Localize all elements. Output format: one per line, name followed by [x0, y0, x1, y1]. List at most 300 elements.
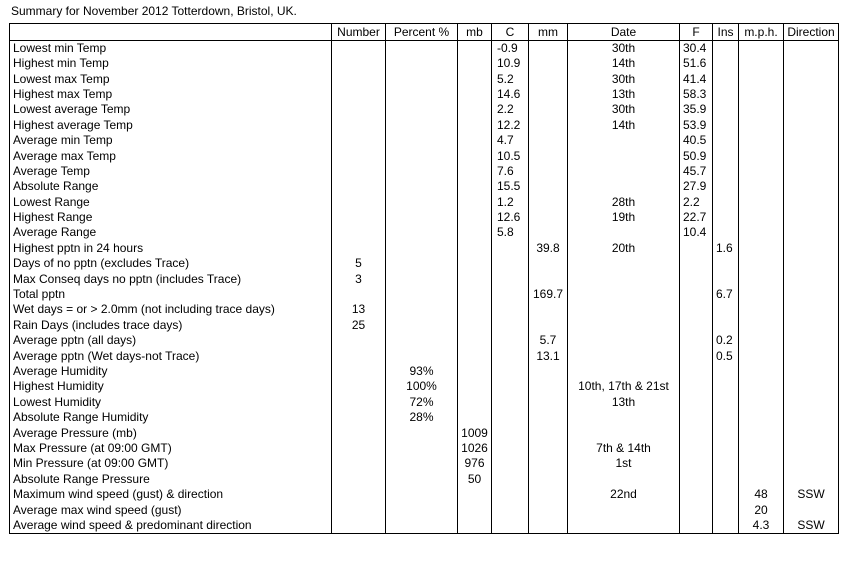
table-row — [10, 410, 839, 425]
table-row — [10, 195, 839, 210]
date-cell — [568, 164, 680, 179]
table-body — [10, 41, 839, 534]
c-cell — [492, 333, 529, 348]
date-cell — [568, 287, 680, 302]
summary-table — [9, 23, 839, 534]
mb-cell — [458, 518, 492, 534]
percent-cell: 28% — [386, 410, 458, 425]
direction-cell — [784, 118, 839, 133]
ins-cell — [713, 195, 739, 210]
mm-cell — [529, 133, 568, 148]
row-label: Highest Humidity — [10, 379, 332, 394]
ins-cell: 0.5 — [713, 348, 739, 363]
f-cell — [680, 472, 713, 487]
mb-cell — [458, 241, 492, 256]
date-cell: 13th — [568, 395, 680, 410]
mph-cell — [739, 118, 784, 133]
table-row — [10, 348, 839, 363]
direction-cell — [784, 71, 839, 86]
direction-cell — [784, 148, 839, 163]
direction-cell — [784, 164, 839, 179]
mph-cell — [739, 287, 784, 302]
mm-cell — [529, 318, 568, 333]
number-cell — [332, 195, 386, 210]
date-cell — [568, 179, 680, 194]
mb-cell — [458, 487, 492, 502]
mph-cell — [739, 410, 784, 425]
mb-cell — [458, 271, 492, 286]
mb-cell — [458, 256, 492, 271]
mb-cell — [458, 379, 492, 394]
direction-cell — [784, 318, 839, 333]
row-label: Highest max Temp — [10, 87, 332, 102]
number-cell — [332, 472, 386, 487]
number-cell — [332, 210, 386, 225]
c-cell — [492, 256, 529, 271]
mm-cell — [529, 425, 568, 440]
f-cell — [680, 502, 713, 517]
mph-cell — [739, 164, 784, 179]
mm-cell — [529, 364, 568, 379]
c-cell: 7.6 — [492, 164, 529, 179]
row-label: Average max Temp — [10, 148, 332, 163]
row-label: Average Humidity — [10, 364, 332, 379]
f-cell — [680, 302, 713, 317]
number-cell — [332, 364, 386, 379]
mb-cell: 50 — [458, 472, 492, 487]
f-cell — [680, 425, 713, 440]
table-row — [10, 425, 839, 440]
f-cell — [680, 395, 713, 410]
percent-cell — [386, 210, 458, 225]
ins-cell — [713, 41, 739, 57]
row-label: Average pptn (all days) — [10, 333, 332, 348]
f-cell — [680, 456, 713, 471]
row-label: Highest min Temp — [10, 56, 332, 71]
mb-cell — [458, 502, 492, 517]
mb-cell — [458, 71, 492, 86]
percent-cell: 93% — [386, 364, 458, 379]
direction-cell — [784, 364, 839, 379]
table-row — [10, 256, 839, 271]
mb-cell — [458, 133, 492, 148]
table-row — [10, 225, 839, 240]
row-label: Highest average Temp — [10, 118, 332, 133]
date-cell — [568, 133, 680, 148]
column-header-mb: mb — [458, 24, 492, 41]
c-cell: 1.2 — [492, 195, 529, 210]
mm-cell — [529, 41, 568, 57]
row-label: Min Pressure (at 09:00 GMT) — [10, 456, 332, 471]
number-cell: 3 — [332, 271, 386, 286]
mm-cell — [529, 256, 568, 271]
row-label: Average max wind speed (gust) — [10, 502, 332, 517]
number-cell — [332, 241, 386, 256]
ins-cell — [713, 56, 739, 71]
mb-cell: 976 — [458, 456, 492, 471]
f-cell: 40.5 — [680, 133, 713, 148]
mm-cell — [529, 210, 568, 225]
number-cell — [332, 287, 386, 302]
page-title: Summary for November 2012 Totterdown, Bristol, UK. — [11, 4, 297, 18]
ins-cell — [713, 472, 739, 487]
ins-cell: 1.6 — [713, 241, 739, 256]
direction-cell — [784, 502, 839, 517]
mb-cell — [458, 41, 492, 57]
f-cell — [680, 441, 713, 456]
date-cell: 22nd — [568, 487, 680, 502]
date-cell — [568, 425, 680, 440]
direction-cell — [784, 287, 839, 302]
table-row — [10, 148, 839, 163]
f-cell — [680, 271, 713, 286]
mm-cell — [529, 195, 568, 210]
number-cell — [332, 179, 386, 194]
mph-cell — [739, 456, 784, 471]
ins-cell — [713, 302, 739, 317]
table-row — [10, 518, 839, 534]
f-cell — [680, 410, 713, 425]
f-cell — [680, 241, 713, 256]
table-row — [10, 102, 839, 117]
f-cell: 41.4 — [680, 71, 713, 86]
row-label: Absolute Range Humidity — [10, 410, 332, 425]
ins-cell — [713, 118, 739, 133]
f-cell: 2.2 — [680, 195, 713, 210]
date-cell — [568, 318, 680, 333]
ins-cell — [713, 518, 739, 534]
table-row — [10, 71, 839, 86]
row-label: Lowest Humidity — [10, 395, 332, 410]
ins-cell — [713, 379, 739, 394]
table-row — [10, 379, 839, 394]
ins-cell — [713, 164, 739, 179]
mph-cell — [739, 41, 784, 57]
direction-cell — [784, 333, 839, 348]
mm-cell — [529, 271, 568, 286]
c-cell: -0.9 — [492, 41, 529, 57]
percent-cell — [386, 348, 458, 363]
c-cell — [492, 364, 529, 379]
mph-cell — [739, 395, 784, 410]
percent-cell: 72% — [386, 395, 458, 410]
direction-cell — [784, 379, 839, 394]
ins-cell — [713, 318, 739, 333]
mph-cell — [739, 348, 784, 363]
percent-cell: 100% — [386, 379, 458, 394]
date-cell: 28th — [568, 195, 680, 210]
mph-cell — [739, 302, 784, 317]
date-cell — [568, 302, 680, 317]
number-cell — [332, 148, 386, 163]
percent-cell — [386, 441, 458, 456]
table-row — [10, 395, 839, 410]
mm-cell — [529, 379, 568, 394]
c-cell — [492, 302, 529, 317]
f-cell — [680, 379, 713, 394]
c-cell: 12.6 — [492, 210, 529, 225]
mm-cell — [529, 518, 568, 534]
row-label: Absolute Range Pressure — [10, 472, 332, 487]
ins-cell — [713, 225, 739, 240]
mph-cell — [739, 148, 784, 163]
mph-cell — [739, 56, 784, 71]
percent-cell — [386, 287, 458, 302]
direction-cell — [784, 395, 839, 410]
ins-cell — [713, 71, 739, 86]
mb-cell — [458, 364, 492, 379]
mph-cell — [739, 256, 784, 271]
table-row — [10, 302, 839, 317]
column-header-direction: Direction — [784, 24, 839, 41]
row-label: Average min Temp — [10, 133, 332, 148]
mph-cell — [739, 318, 784, 333]
c-cell: 2.2 — [492, 102, 529, 117]
mm-cell — [529, 118, 568, 133]
direction-cell — [784, 441, 839, 456]
ins-cell: 0.2 — [713, 333, 739, 348]
c-cell: 14.6 — [492, 87, 529, 102]
mm-cell — [529, 441, 568, 456]
row-label: Max Pressure (at 09:00 GMT) — [10, 441, 332, 456]
mph-cell — [739, 102, 784, 117]
mm-cell — [529, 502, 568, 517]
mm-cell — [529, 148, 568, 163]
mm-cell — [529, 179, 568, 194]
number-cell — [332, 87, 386, 102]
table-row — [10, 87, 839, 102]
direction-cell: SSW — [784, 518, 839, 534]
direction-cell — [784, 102, 839, 117]
mph-cell — [739, 441, 784, 456]
date-cell — [568, 502, 680, 517]
date-cell — [568, 472, 680, 487]
c-cell — [492, 395, 529, 410]
date-cell: 20th — [568, 241, 680, 256]
ins-cell — [713, 410, 739, 425]
ins-cell — [713, 179, 739, 194]
mph-cell: 48 — [739, 487, 784, 502]
f-cell: 58.3 — [680, 87, 713, 102]
direction-cell — [784, 87, 839, 102]
number-cell: 5 — [332, 256, 386, 271]
number-cell — [332, 518, 386, 534]
column-header-ins: Ins — [713, 24, 739, 41]
row-label: Lowest average Temp — [10, 102, 332, 117]
ins-cell — [713, 148, 739, 163]
direction-cell — [784, 302, 839, 317]
c-cell — [492, 456, 529, 471]
mm-cell — [529, 395, 568, 410]
c-cell: 12.2 — [492, 118, 529, 133]
c-cell: 4.7 — [492, 133, 529, 148]
number-cell — [332, 71, 386, 86]
row-label: Max Conseq days no pptn (includes Trace) — [10, 271, 332, 286]
row-label: Average wind speed & predominant direction — [10, 518, 332, 534]
mph-cell — [739, 210, 784, 225]
direction-cell — [784, 348, 839, 363]
direction-cell — [784, 410, 839, 425]
direction-cell — [784, 256, 839, 271]
mm-cell — [529, 456, 568, 471]
f-cell — [680, 348, 713, 363]
c-cell — [492, 348, 529, 363]
percent-cell — [386, 271, 458, 286]
table-row — [10, 472, 839, 487]
table-row — [10, 456, 839, 471]
row-label: Lowest max Temp — [10, 71, 332, 86]
number-cell — [332, 410, 386, 425]
ins-cell — [713, 87, 739, 102]
date-cell: 13th — [568, 87, 680, 102]
percent-cell — [386, 487, 458, 502]
direction-cell — [784, 210, 839, 225]
date-cell — [568, 333, 680, 348]
mm-cell: 39.8 — [529, 241, 568, 256]
percent-cell — [386, 318, 458, 333]
date-cell: 14th — [568, 56, 680, 71]
number-cell — [332, 102, 386, 117]
number-cell — [332, 487, 386, 502]
date-cell: 30th — [568, 71, 680, 86]
ins-cell: 6.7 — [713, 287, 739, 302]
f-cell — [680, 487, 713, 502]
column-header-label — [10, 24, 332, 41]
mm-cell — [529, 302, 568, 317]
mph-cell — [739, 472, 784, 487]
number-cell — [332, 441, 386, 456]
mm-cell — [529, 71, 568, 86]
c-cell — [492, 318, 529, 333]
number-cell — [332, 164, 386, 179]
f-cell — [680, 333, 713, 348]
mph-cell — [739, 71, 784, 86]
c-cell — [492, 441, 529, 456]
percent-cell — [386, 179, 458, 194]
row-label: Maximum wind speed (gust) & direction — [10, 487, 332, 502]
mph-cell — [739, 195, 784, 210]
percent-cell — [386, 71, 458, 86]
f-cell: 35.9 — [680, 102, 713, 117]
row-label: Average pptn (Wet days-not Trace) — [10, 348, 332, 363]
row-label: Lowest min Temp — [10, 41, 332, 57]
ins-cell — [713, 271, 739, 286]
percent-cell — [386, 472, 458, 487]
date-cell — [568, 225, 680, 240]
c-cell — [492, 425, 529, 440]
table-row — [10, 210, 839, 225]
c-cell: 5.2 — [492, 71, 529, 86]
mph-cell — [739, 225, 784, 240]
f-cell: 30.4 — [680, 41, 713, 57]
f-cell — [680, 518, 713, 534]
mm-cell: 13.1 — [529, 348, 568, 363]
mb-cell — [458, 56, 492, 71]
mph-cell — [739, 87, 784, 102]
date-cell: 1st — [568, 456, 680, 471]
mb-cell — [458, 225, 492, 240]
mb-cell: 1026 — [458, 441, 492, 456]
date-cell: 30th — [568, 102, 680, 117]
f-cell — [680, 256, 713, 271]
table-row — [10, 241, 839, 256]
percent-cell — [386, 148, 458, 163]
row-label: Total pptn — [10, 287, 332, 302]
percent-cell — [386, 425, 458, 440]
c-cell — [492, 379, 529, 394]
direction-cell — [784, 225, 839, 240]
table-row — [10, 56, 839, 71]
number-cell — [332, 425, 386, 440]
direction-cell — [784, 456, 839, 471]
date-cell: 30th — [568, 41, 680, 57]
f-cell: 53.9 — [680, 118, 713, 133]
date-cell: 14th — [568, 118, 680, 133]
percent-cell — [386, 502, 458, 517]
mm-cell: 169.7 — [529, 287, 568, 302]
f-cell: 45.7 — [680, 164, 713, 179]
direction-cell — [784, 195, 839, 210]
mb-cell — [458, 348, 492, 363]
percent-cell — [386, 302, 458, 317]
mm-cell — [529, 56, 568, 71]
ins-cell — [713, 210, 739, 225]
row-label: Lowest Range — [10, 195, 332, 210]
date-cell: 7th & 14th — [568, 441, 680, 456]
ins-cell — [713, 133, 739, 148]
c-cell — [492, 487, 529, 502]
table-row — [10, 271, 839, 286]
number-cell — [332, 133, 386, 148]
mm-cell — [529, 102, 568, 117]
table-row — [10, 441, 839, 456]
ins-cell — [713, 395, 739, 410]
mb-cell — [458, 195, 492, 210]
column-header-percent: Percent % — [386, 24, 458, 41]
row-label: Rain Days (includes trace days) — [10, 318, 332, 333]
mb-cell — [458, 410, 492, 425]
mm-cell — [529, 225, 568, 240]
percent-cell — [386, 118, 458, 133]
date-cell — [568, 148, 680, 163]
f-cell: 27.9 — [680, 179, 713, 194]
mm-cell — [529, 164, 568, 179]
percent-cell — [386, 241, 458, 256]
column-header-f: F — [680, 24, 713, 41]
mb-cell — [458, 179, 492, 194]
number-cell — [332, 348, 386, 363]
mb-cell — [458, 302, 492, 317]
table-row — [10, 502, 839, 517]
column-header-date: Date — [568, 24, 680, 41]
c-cell — [492, 502, 529, 517]
c-cell — [492, 518, 529, 534]
f-cell: 22.7 — [680, 210, 713, 225]
f-cell: 51.6 — [680, 56, 713, 71]
mph-cell: 4.3 — [739, 518, 784, 534]
column-header-mph: m.p.h. — [739, 24, 784, 41]
mb-cell — [458, 102, 492, 117]
table-row — [10, 133, 839, 148]
mph-cell — [739, 425, 784, 440]
mm-cell: 5.7 — [529, 333, 568, 348]
percent-cell — [386, 333, 458, 348]
percent-cell — [386, 133, 458, 148]
c-cell: 10.9 — [492, 56, 529, 71]
percent-cell — [386, 164, 458, 179]
mph-cell — [739, 364, 784, 379]
mb-cell — [458, 210, 492, 225]
